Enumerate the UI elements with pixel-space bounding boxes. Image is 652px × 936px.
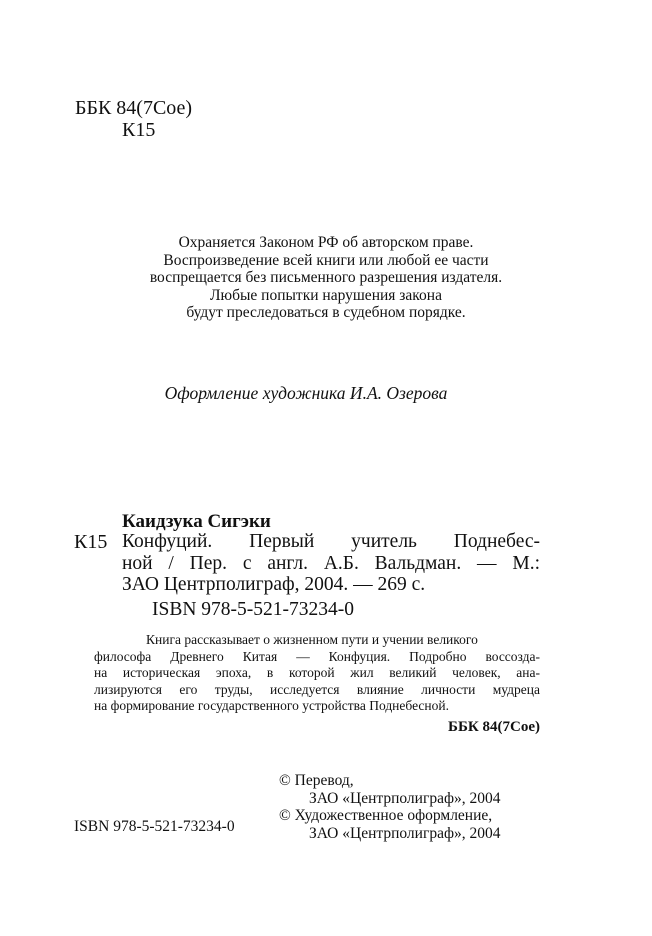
annotation-line: на формирование государственного устройства Поднебесной.	[94, 698, 449, 713]
copyright-holders	[279, 772, 501, 842]
bbk-code: ББК 84(7Сое)	[75, 97, 193, 119]
isbn-bottom: ISBN 978-5-521-73234-0	[74, 818, 235, 835]
copyright-notice-line: Любые попытки нарушения закона	[210, 286, 442, 304]
book-annotation	[94, 632, 540, 715]
catalog-bbk: ББК 84(7Сое)	[448, 719, 540, 735]
design-credit: Оформление художника И.А. Озерова	[164, 383, 448, 403]
annotation-line: лизируются его труды, исследуется влияние личности мудреца	[94, 681, 540, 697]
annotation-line: Книга рассказывает о жизненном пути и учении великого	[146, 632, 478, 647]
copyright-notice-line: воспрещается без письменного разрешения издателя.	[149, 269, 503, 286]
annotation-line: на историческая эпоха, в которой жил великий человек, ана-	[94, 665, 540, 680]
author-mark: К15	[122, 119, 156, 141]
copyright-notice-line: Воспроизведение всей книги или любой ее части	[163, 251, 489, 269]
copyright-line: © Художественное оформление,	[279, 807, 493, 825]
catalog-description-line: ной / Пер. с англ. А.Б. Вальдман. — М.:	[122, 552, 540, 574]
catalog-mark: К15	[74, 531, 108, 553]
catalog-isbn: ISBN 978-5-521-73234-0	[152, 599, 355, 620]
copyright-line: ЗАО «Центрполиграф», 2004	[309, 824, 501, 842]
annotation-line: философа Древнего Китая — Конфуция. Подробно воссозда-	[94, 648, 540, 664]
copyright-line: © Перевод,	[279, 772, 354, 789]
catalog-description-line: Конфуций. Первый учитель Поднебес-	[122, 531, 540, 552]
catalog-author: Каидзука Сигэки	[122, 511, 271, 532]
copyright-notice-line: будут преследоваться в судебном порядке.	[186, 304, 466, 321]
catalog-description	[122, 531, 540, 596]
catalog-description-line: ЗАО Центрполиграф, 2004. — 269 с.	[122, 574, 426, 595]
copyright-notice	[60, 234, 592, 322]
copyright-notice-line: Охраняется Законом РФ об авторском праве.	[178, 234, 474, 251]
copyright-line: ЗАО «Центрполиграф», 2004	[309, 789, 501, 807]
